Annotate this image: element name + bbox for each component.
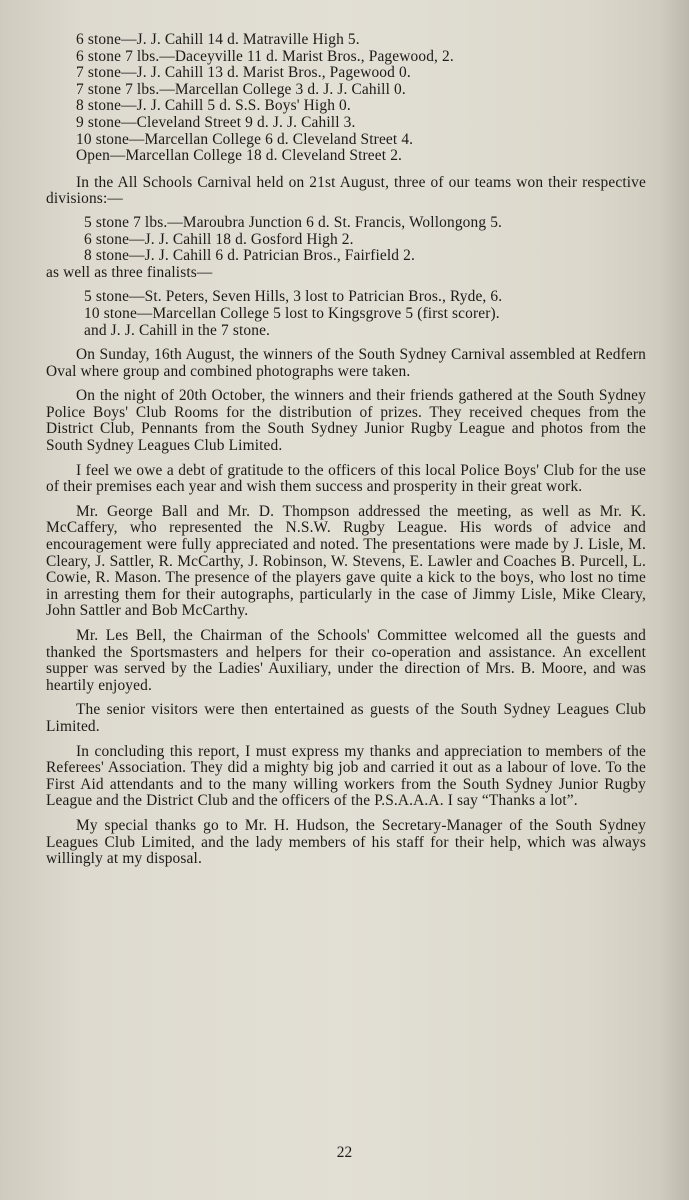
finalists-intro: as well as three finalists— [46,263,213,281]
result-line: 8 stone—J. J. Cahill 5 d. S.S. Boys' High 0. [76,97,351,115]
page-body [46,32,646,868]
page-number: 22 [336,1144,353,1161]
result-line: 7 stone 7 lbs.—Marcellan College 3 d. J. J. Cahill 0. [76,80,406,98]
finalist-line: 5 stone—St. Peters, Seven Hills, 3 lost to Patrician Bros., Ryde, 6. [84,288,503,306]
body-paragraph: In concluding this report, I must express my thanks and appreciation to members of the Referees' Association. They did a mighty big job and carried it out as a labour of love. To the First Aid attendants and to the many willing workers from the South Sydney Junior Rugby League and the District Club and the officers of the P.S.A.A.A. I say “Thanks a lot”. [46,742,646,810]
body-paragraph: Mr. Les Bell, the Chairman of the Schools' Committee welcomed all the guests and thanked the Sportsmasters and helpers for their co-operation and assistance. An excellent supper was served by the Ladies' Auxiliary, under the direction of Mrs. B. Moore, and was heartily enjoyed. [46,627,646,694]
carnival-winner-line: 6 stone—J. J. Cahill 18 d. Gosford High 2. [84,230,354,248]
body-paragraph: On the night of 20th October, the winners and their friends gathered at the South Sydney Police Boys' Club Rooms for the distribution of prizes. They received cheques from the District Club, Pennants from the South Sydney Junior Rugby League and photos from the South Sydney Leagues Club Limited. [46,387,646,455]
finalists-list [84,289,646,339]
carnival-winner-line: 5 stone 7 lbs.—Maroubra Junction 6 d. St. Francis, Wollongong 5. [84,213,503,231]
body-paragraph: My special thanks go to Mr. H. Hudson, the Secretary-Manager of the South Sydney Leagues Club Limited, and the lady members of his staff for their help, which was always willingly at my disposal. [46,816,646,868]
body-paragraph: On Sunday, 16th August, the winners of the South Sydney Carnival assembled at Redfern Oval where group and combined photographs were taken. [46,346,646,380]
results-list [76,32,646,165]
carnival-winner-line: 8 stone—J. J. Cahill 6 d. Patrician Bros., Fairfield 2. [84,247,415,265]
finalist-line: 10 stone—Marcellan College 5 lost to Kingsgrove 5 (first scorer). [84,304,500,322]
body-paragraph: The senior visitors were then entertained as guests of the South Sydney Leagues Club Limited. [46,701,646,735]
result-line: 6 stone—J. J. Cahill 14 d. Matraville High 5. [76,31,360,48]
result-line: 9 stone—Cleveland Street 9 d. J. J. Cahill 3. [76,113,356,131]
carnival-winners-list [84,215,646,265]
result-line: Open—Marcellan College 18 d. Cleveland Street 2. [76,147,403,165]
body-paragraph: I feel we owe a debt of gratitude to the officers of this local Police Boys' Club for the use of their premises each year and wish them success and prosperity in their great work. [46,461,646,496]
result-line: 6 stone 7 lbs.—Daceyville 11 d. Marist Bros., Pagewood, 2. [76,47,454,65]
finalist-line: and J. J. Cahill in the 7 stone. [84,321,271,339]
result-line: 7 stone—J. J. Cahill 13 d. Marist Bros., Pagewood 0. [76,64,411,82]
carnival-intro-paragraph: In the All Schools Carnival held on 21st August, three of our teams won their respective divisions:— [46,173,646,208]
body-paragraph: Mr. George Ball and Mr. D. Thompson addressed the meeting, as well as Mr. K. McCaffery, who represented the N.S.W. Rugby League. His words of advice and encouragement were fully appreciated and noted. The presentations were made by J. Lisle, M. Cleary, J. Sattler, R. McCarthy, J. Robinson, W. Stevens, E. Lawler and Coaches B. Purcell, L. Cowie, R. Mason. The presence of the players gave quite a kick to the boys, who lost no time in arresting them for their autographs, particularly in the case of Jimmy Lisle, Mike Cleary, John Sattler and Bob McCarthy. [46,502,646,620]
result-line: 10 stone—Marcellan College 6 d. Cleveland Street 4. [76,130,414,148]
scan-shadow [659,0,689,1200]
